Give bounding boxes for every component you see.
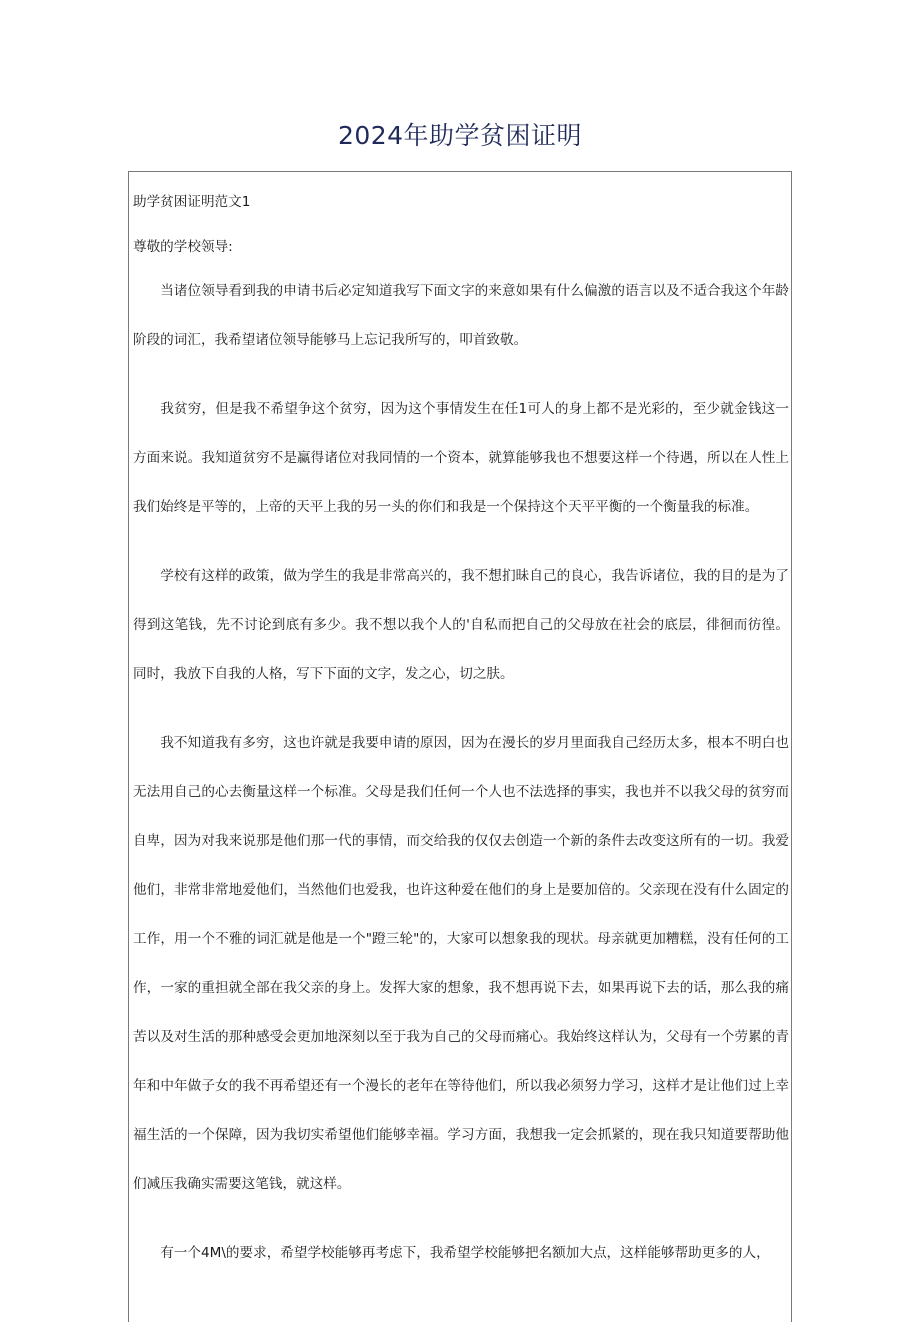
section-heading: 助学贫困证明范文1 [133,194,251,210]
document-body [133,190,789,1298]
paragraph-4: 我不知道我有多穷，这也许就是我要申请的原因，因为在漫长的岁月里面我自己经历太多，根本不明白也无法用自己的心去衡量这样一个标准。父母是我们任何一个人也不法选择的事实，我也并不以我父母的贫穷而自卑，因为对我来说那是他们那一代的事情，而交给我的仅仅去创造一个新的条件去改变这所有的一切。我爱他们，非常非常地爱他们，当然他们也爱我，也许这种爱在他们的身上是要加倍的。父亲现在没有什么固定的工作，用一个不雅的词汇就是他是一个"蹬三轮"的，大家可以想象我的现状。母亲就更加糟糕，没有任何的工作，一家的重担就全部在我父亲的身上。发挥大家的想象，我不想再说下去，如果再说下去的话，那么我的痛苦以及对生活的那种感受会更加地深刻以至于我为自己的父母而痛心。我始终这样认为，父母有一个劳累的青年和中年做子女的我不再希望还有一个漫长的老年在等待他们，所以我必须努力学习，这样才是让他们过上幸福生活的一个保障，因为我切实希望他们能够幸福。学习方面，我想我一定会抓紧的，现在我只知道要帮助他们减压我确实需要这笔钱，就这样。 [133,735,789,1193]
paragraph-2: 我贫穷，但是我不希望争这个贫穷，因为这个事情发生在任1可人的身上都不是光彩的，至少就金钱这一方面来说。我知道贫穷不是赢得诸位对我同情的一个资本，就算能够我也不想要这样一个待遇，所以在人性上我们始终是平等的，上帝的天平上我的另一头的你们和我是一个保持这个天平平衡的一个衡量我的标准。 [133,401,789,516]
paragraph-1: 当诸位领导看到我的申请书后必定知道我写下面文字的来意如果有什么偏激的语言以及不适合我这个年龄阶段的词汇，我希望诸位领导能够马上忘记我所写的，叩首致敬。 [133,283,789,349]
page-title: 2024年助学贫困证明 [337,121,583,150]
salutation: 尊敬的学校领导: [133,238,233,255]
paragraph-3: 学校有这样的政策，做为学生的我是非常高兴的，我不想扪昧自己的良心，我告诉诸位，我的目的是为了得到这笔钱，先不讨论到底有多少。我不想以我个人的'自私而把自己的父母放在社会的底层，徘徊而彷徨。同时，我放下自我的人格，写下下面的文字，发之心，切之肤。 [133,568,789,683]
paragraph-5: 有一个4M\的要求，希望学校能够再考虑下，我希望学校能够把名额加大点，这样能够帮助更多的人， [160,1245,770,1262]
